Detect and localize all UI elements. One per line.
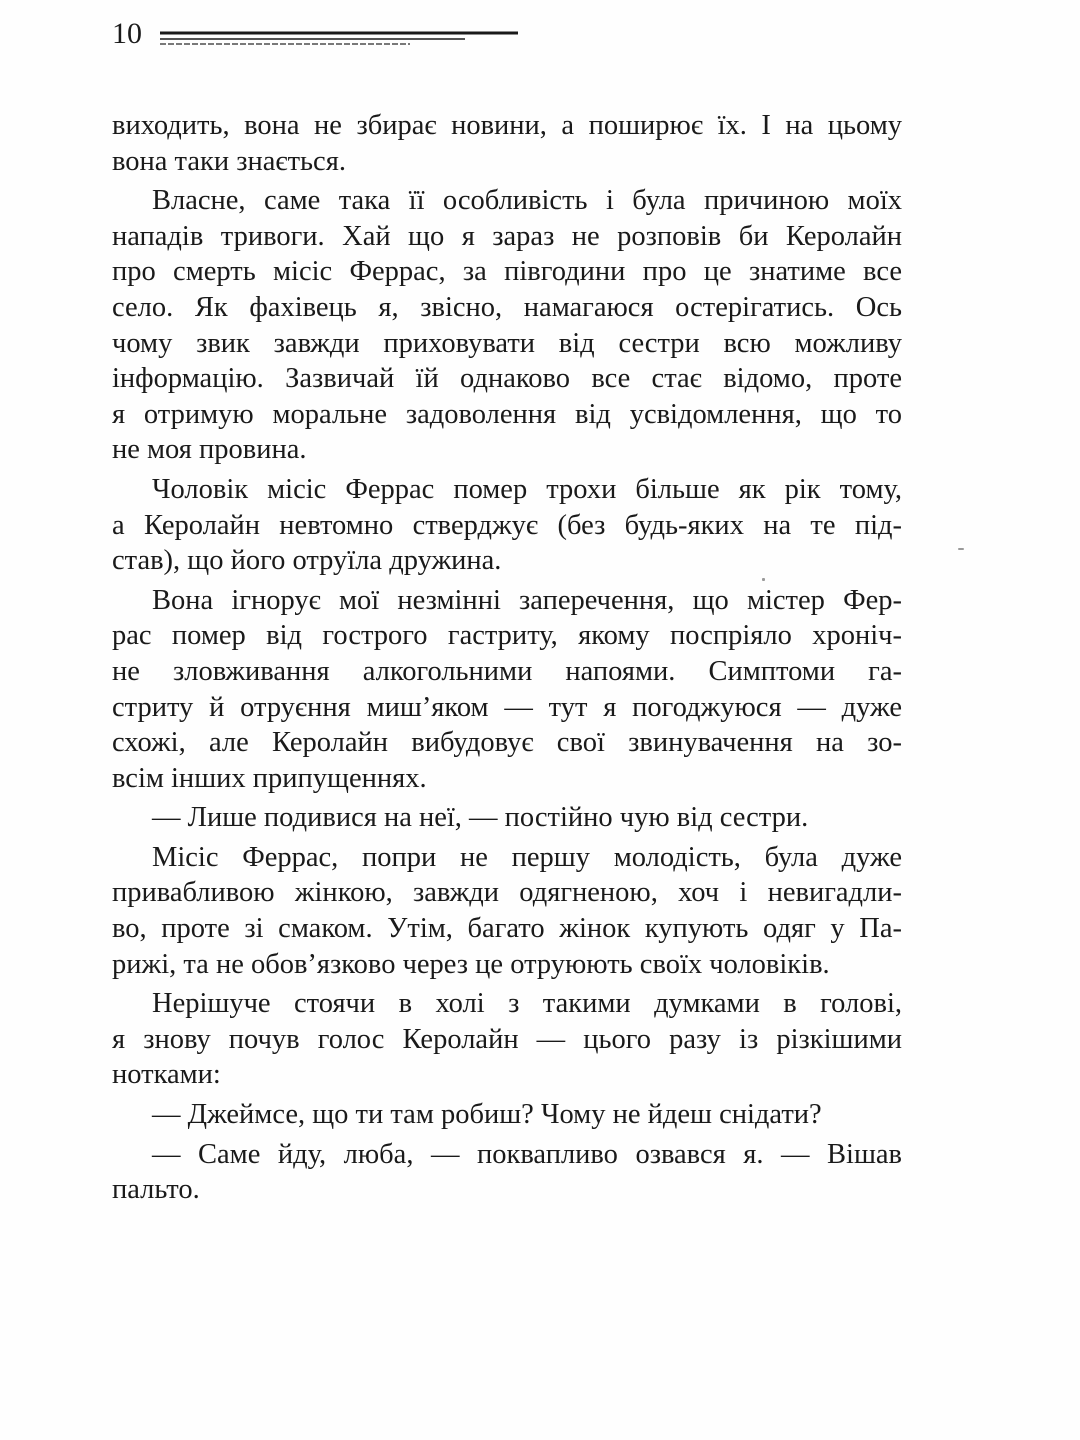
text-line: чому звик завжди приховувати від сестри всю можливу (112, 327, 902, 359)
text-line: Вона ігнорує мої незмінні заперечення, що містер Фер- (152, 584, 902, 616)
text-line: став), що його отруїла дружина. (112, 545, 502, 577)
paragraph (112, 840, 902, 982)
text-line: Власне, саме така її особливість і була причиною моїх (152, 185, 902, 217)
scan-speck (958, 548, 964, 550)
page-number: 10 (112, 17, 142, 50)
paragraph (112, 986, 902, 1093)
text-line: Нерішуче стоячи в холі з такими думками в голові, (152, 988, 902, 1020)
paragraph (112, 108, 902, 179)
text-line: не зловживання алкогольними напоями. Симптоми га- (112, 655, 902, 687)
text-line: во, проте зі смаком. Утім, багато жінок купують одяг у Па- (112, 913, 902, 945)
text-line: пальто. (112, 1174, 200, 1206)
body-text (112, 108, 902, 1208)
text-line: стриту й отруєння миш’яком — тут я погоджуюся — дуже (112, 691, 902, 723)
paragraph (112, 183, 902, 468)
text-line: вона таки знається. (112, 145, 346, 177)
text-line: виходить, вона не збирає новини, а поширює їх. І на цьому (112, 110, 902, 141)
text-line: село. Як фахівець я, звісно, намагаюся остерігатись. Ось (112, 291, 902, 323)
text-line: нападів тривоги. Хай що я зараз не розповів би Керолайн (112, 220, 902, 252)
text-line: інформацію. Зазвичай їй однаково все стає відомо, проте (112, 363, 902, 395)
text-line: схожі, але Керолайн вибудовує свої звинувачення на зо- (112, 727, 902, 759)
text-line: — Саме йду, люба, — поквапливо озвався я. — Вішав (152, 1138, 902, 1170)
scan-speck (762, 578, 765, 581)
header-decorative-rule (160, 30, 520, 50)
text-line: привабливою жінкою, завжди одягненою, хоч і невигадли- (112, 877, 902, 909)
text-line: рижі, та не обов’язково через це отруюють своїх чоловіків. (112, 948, 830, 980)
paragraph (112, 472, 902, 579)
paragraph (112, 583, 902, 797)
text-line: Чоловік місіс Феррас помер трохи більше як рік тому, (152, 473, 902, 505)
text-line: про смерть місіс Феррас, за півгодини про це знатиме все (112, 256, 902, 288)
paragraph (112, 1137, 902, 1208)
text-line: я знову почув голос Керолайн — цього разу із різкішими (112, 1023, 902, 1055)
paragraph (112, 800, 902, 836)
text-line: — Джеймсе, що ти там робиш? Чому не йдеш снідати? (152, 1099, 822, 1131)
text-line: а Керолайн невтомно стверджує (без будь-яких на те під- (112, 509, 902, 541)
text-line: Місіс Феррас, попри не першу молодість, була дуже (152, 841, 902, 873)
page-header (112, 12, 532, 56)
text-line: не моя провина. (112, 434, 307, 466)
text-line: всім інших припущеннях. (112, 762, 427, 794)
text-line: нотками: (112, 1059, 221, 1091)
text-line: я отримую моральне задоволення від усвідомлення, що то (112, 398, 902, 430)
text-line: — Лише подивися на неї, — постійно чую від сестри. (152, 802, 809, 834)
text-line: рас помер від гострого гастриту, якому поспріяло хроніч- (112, 620, 902, 652)
paragraph (112, 1097, 902, 1133)
